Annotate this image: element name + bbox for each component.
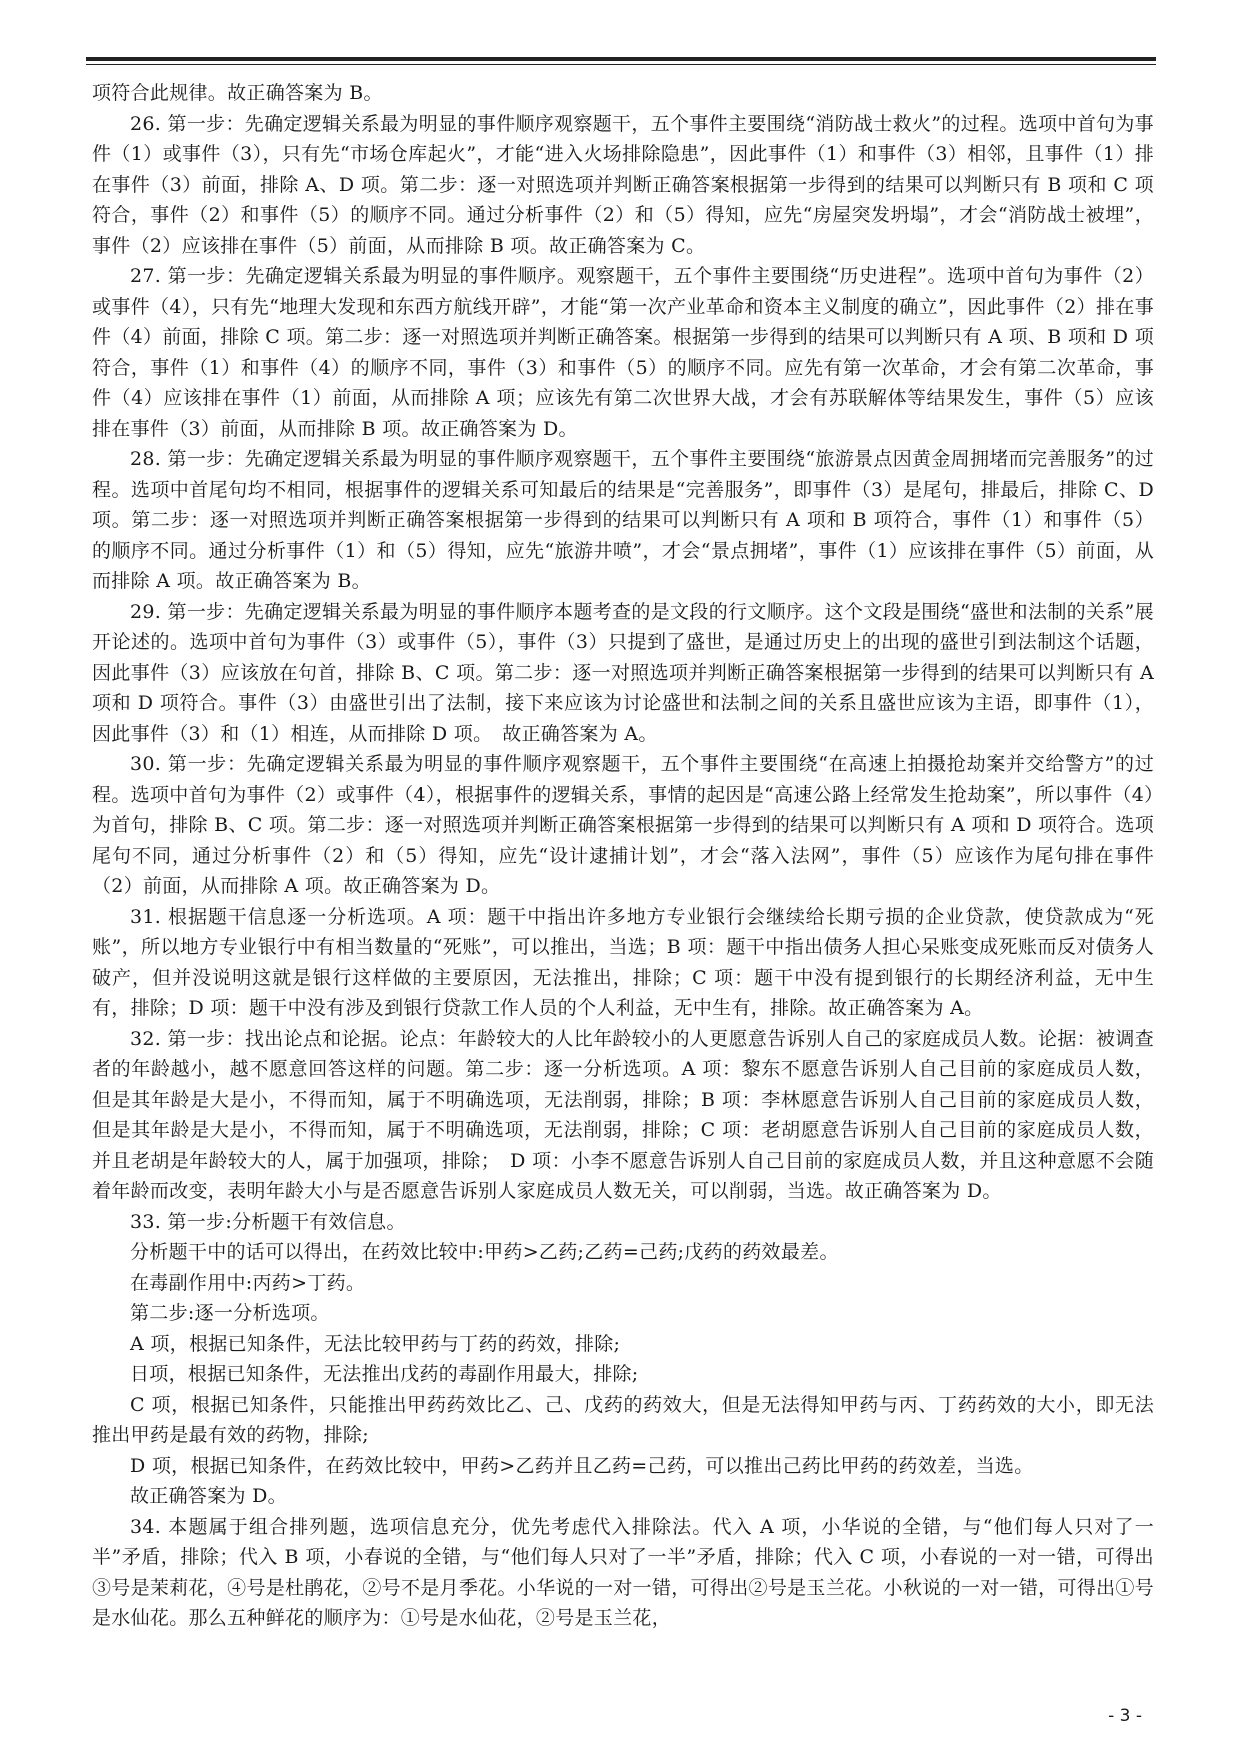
header-rule-thick [86, 57, 1156, 61]
answer-33-option-d: D 项，根据已知条件，在药效比较中，甲药>乙药并且乙药=己药，可以推出己药比甲药的药效差，当选。 [130, 1454, 1034, 1477]
document-body [92, 78, 1154, 1634]
answer-33-option-c: C 项，根据已知条件，只能推出甲药药效比乙、己、戊药的药效大，但是无法得知甲药与丙、丁药药效的大小，即无法推出甲药是最有效的药物，排除; [92, 1393, 1154, 1446]
answer-29-explanation: 29. 第一步：先确定逻辑关系最为明显的事件顺序本题考查的是文段的行文顺序。这个文段是围绕“盛世和法制的关系”展开论述的。选项中首句为事件（3）或事件（5），事件（3）只提到了盛世，是通过历史上的出现的盛世引到法制这个话题，因此事件（3）应该放在句首，排除 B、C 项。第二步：逐一对照选项并判断正确答案根据第一步得到的结果可以判断只有 A 项和 D 项符合。事件（3）由盛世引出了法制，接下来应该为讨论盛世和法制之间的关系且盛世应该为主语，即事件（1），因此事件（3）和（1）相连，从而排除 D 项。 故正确答案为 A。 [92, 600, 1154, 745]
answer-32-explanation: 32. 第一步：找出论点和论据。论点：年龄较大的人比年龄较小的人更愿意告诉别人自己的家庭成员人数。论据：被调查者的年龄越小，越不愿意回答这样的问题。第二步：逐一分析选项。A 项：黎东不愿意告诉别人自己目前的家庭成员人数，但是其年龄是大是小，不得而知，属于不明确选项，无法削弱，排除；B 项：李林愿意告诉别人自己目前的家庭成员人数，但是其年龄是大是小，不得而知，属于不明确选项，无法削弱，排除；C 项：老胡愿意告诉别人自己目前的家庭成员人数，并且老胡是年龄较大的人，属于加强项，排除； D 项：小李不愿意告诉别人自己目前的家庭成员人数，并且这种意愿不会随着年龄而改变，表明年龄大小与是否愿意告诉别人家庭成员人数无关，可以削弱，当选。故正确答案为 D。 [92, 1027, 1154, 1202]
answer-28-explanation: 28. 第一步：先确定逻辑关系最为明显的事件顺序观察题干，五个事件主要围绕“旅游景点因黄金周拥堵而完善服务”的过程。选项中首尾句均不相同，根据事件的逻辑关系可知最后的结果是“完善服务”，即事件（3）是尾句，排最后，排除 C、D 项。第二步：逐一对照选项并判断正确答案根据第一步得到的结果可以判断只有 A 项和 B 项符合，事件（1）和事件（5）的顺序不同。通过分析事件（1）和（5）得知，应先“旅游井喷”，才会“景点拥堵”，事件（1）应该排在事件（5）前面，从而排除 A 项。故正确答案为 B。 [92, 448, 1154, 592]
answer-33-conclusion: 故正确答案为 D。 [130, 1485, 287, 1507]
answer-33-step2: 第二步:逐一分析选项。 [130, 1302, 330, 1324]
answer-27-explanation: 27. 第一步：先确定逻辑关系最为明显的事件顺序。观察题干，五个事件主要围绕“历史进程”。选项中首句为事件（2）或事件（4），只有先“地理大发现和东西方航线开辟”，才能“第一次产业革命和资本主义制度的确立”，因此事件（2）排在事件（4）前面，排除 C 项。第二步：逐一对照选项并判断正确答案。根据第一步得到的结果可以判断只有 A 项、B 项和 D 项符合，事件（1）和事件（4）的顺序不同，事件（3）和事件（5）的顺序不同。应先有第一次革命，才会有第二次革命，事件（4）应该排在事件（1）前面，从而排除 A 项；应该先有第二次世界大战，才会有苏联解体等结果发生，事件（5）应该排在事件（3）前面，从而排除 B 项。故正确答案为 D。 [92, 265, 1154, 440]
answer-26-explanation: 26. 第一步：先确定逻辑关系最为明显的事件顺序观察题干，五个事件主要围绕“消防战士救火”的过程。选项中首句为事件（1）或事件（3），只有先“市场仓库起火”，才能“进入火场排除隐患”，因此事件（1）和事件（3）相邻，且事件（1）排在事件（3）前面，排除 A、D 项。第二步：逐一对照选项并判断正确答案根据第一步得到的结果可以判断只有 B 项和 C 项符合，事件（2）和事件（5）的顺序不同。通过分析事件（2）和（5）得知，应先“房屋突发坍塌”，才会“消防战士被埋”，事件（2）应该排在事件（5）前面，从而排除 B 项。故正确答案为 C。 [92, 112, 1155, 257]
answer-34-explanation: 34. 本题属于组合排列题，选项信息充分，优先考虑代入排除法。代入 A 项，小华说的全错，与“他们每人只对了一半”矛盾，排除；代入 B 项，小春说的全错，与“他们每人只对了一半”矛盾，排除；代入 C 项，小春说的一对一错，可得出③号是茉莉花，④号是杜鹃花，②号不是月季花。小华说的一对一错，可得出②号是玉兰花。小秋说的一对一错，可得出①号是水仙花。那么五种鲜花的顺序为：①号是水仙花，②号是玉兰花， [92, 1515, 1154, 1629]
answer-30-explanation: 30. 第一步：先确定逻辑关系最为明显的事件顺序观察题干，五个事件主要围绕“在高速上拍摄抢劫案并交给警方”的过程。选项中首句为事件（2）或事件（4），根据事件的逻辑关系，事情的起因是“高速公路上经常发生抢劫案”，所以事件（4）为首句，排除 B、C 项。第二步：逐一对照选项并判断正确答案根据第一步得到的结果可以判断只有 A 项和 D 项符合。选项尾句不同，通过分析事件（2）和（5）得知，应先“设计逮捕计划”，才会“落入法网”，事件（5）应该作为尾句排在事件（2）前面，从而排除 A 项。故正确答案为 D。 [92, 753, 1154, 897]
answer-33-option-b: 日项，根据已知条件，无法推出戊药的毒副作用最大，排除; [130, 1363, 639, 1385]
answer-33-side-effects: 在毒副作用中:丙药>丁药。 [130, 1271, 366, 1294]
header-rule-thin [86, 64, 1156, 65]
answer-31-explanation: 31. 根据题干信息逐一分析选项。A 项：题干中指出许多地方专业银行会继续给长期亏损的企业贷款，使贷款成为“死账”，所以地方专业银行中有相当数量的“死账”，可以推出，当选；B 项：题干中指出债务人担心呆账变成死账而反对债务人破产，但并没说明这就是银行这样做的主要原因，无法推出，排除；C 项：题干中没有提到银行的长期经济利益，无中生有，排除；D 项：题干中没有涉及到银行贷款工作人员的个人利益，无中生有，排除。故正确答案为 A。 [92, 905, 1154, 1019]
page-number: - 3 - [1108, 1706, 1142, 1726]
paragraph-continuation: 项符合此规律。故正确答案为 B。 [92, 82, 383, 104]
answer-33-analysis: 分析题干中的话可以得出，在药效比较中:甲药>乙药;乙药=己药;戊药的药效最差。 [130, 1241, 839, 1263]
answer-33-step1: 33. 第一步:分析题干有效信息。 [130, 1210, 406, 1233]
answer-33-option-a: A 项，根据已知条件，无法比较甲药与丁药的药效，排除; [130, 1332, 621, 1355]
